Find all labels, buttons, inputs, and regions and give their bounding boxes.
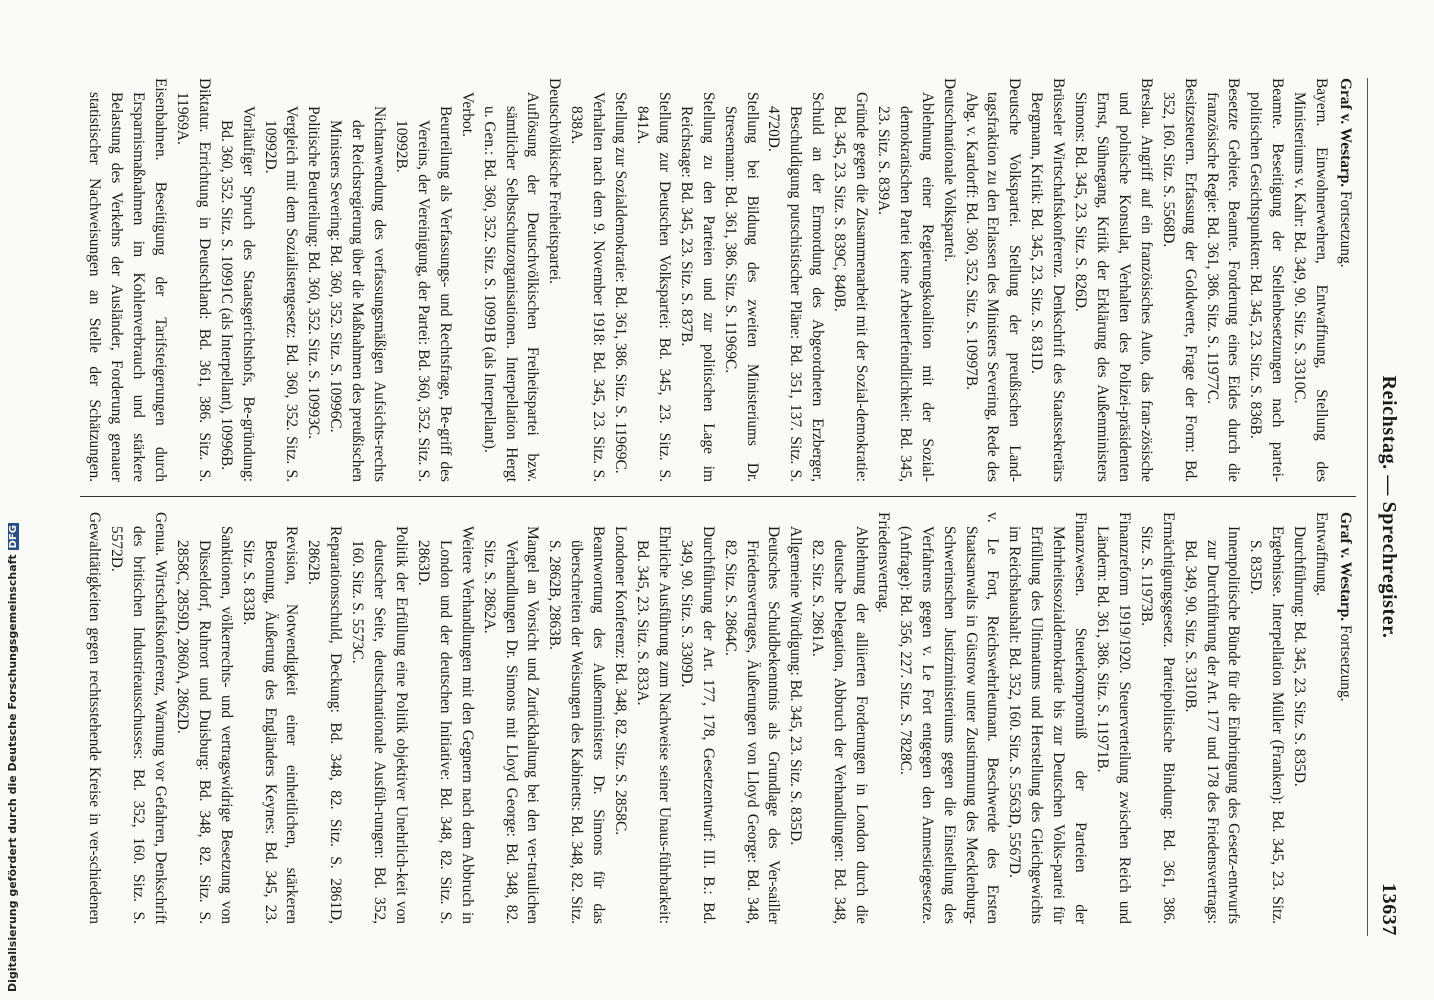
index-entry: Deutsches Schuldbekenntnis als Grundlage des Ver-sailler Friedensvertrages, Äußerungen von Lloyd George: Bd. 348, 82. Sitz. S. 2864C. xyxy=(721,526,783,924)
index-entry: Ablehnung der alliierten Forderungen in London durch die deutsche Delegation, Abbruch der Verhandlungen: Bd. 348, 82. Sitz. S. 2861A. xyxy=(809,526,871,924)
heading-name: Graf v. Westarp. xyxy=(1337,512,1354,622)
column-heading xyxy=(1334,78,1356,482)
digitization-credit xyxy=(4,0,20,1000)
index-entry: Deutschvölkische Freiheitspartei. xyxy=(546,78,564,285)
right-entry-list xyxy=(80,512,1332,924)
index-entry: Revision, Notwendigkeit einer einheitlichen, stärkeren Betonung, Äußerung des Engländers Keynes: Bd. 345, 23. Sitz. S. 833B. xyxy=(239,526,301,924)
index-entry: Ehrliche Ausführung zum Nachweise seiner Unaus-führbarkeit: Bd. 345, 23. Sitz. S. 833A. xyxy=(634,526,673,924)
index-entry: Durchführung: Bd. 345, 23. Sitz. S. 835D. xyxy=(1291,526,1309,787)
index-entry: Besitzsteuern. Erfassung der Goldwerte, Frage der Form: Bd. 352, 160. Sitz. S. 5568D. xyxy=(1159,78,1199,482)
index-entry: Genua. Wirtschaftskonferenz, Warnung vor Gefahren, Denkschrift des britischen Industrieausschusses: Bd. 352, 160. Sitz. S. 5572D. xyxy=(108,512,170,924)
right-column xyxy=(80,512,1356,924)
heading-continuation: Fortsetzung. xyxy=(1337,625,1354,702)
index-entry: Ablehnung einer Regierungskoalition mit der Sozial-demokratischen Partei keine Arbeiterfeindlichkeit: Bd. 345, 23. Sitz. S. 839A. xyxy=(874,92,936,482)
index-entry: Finanzwesen. Steuerkompromiß der Parteien der Mehrheitssozialdemokratie bis zur Deutschen Volks-partei für Erfüllung des Ultimatums und Herstellung des Gleichgewichts im Reichshaushalt: Bd. 352, 160. Sitz. S. 5563D, 5567D. xyxy=(1006,512,1090,924)
index-entry: Gründe gegen die Zusammenarbeit mit der Sozial-demokratie: Bd. 345, 23. Sitz. S. 839C, 840B. xyxy=(831,92,871,482)
index-entry: Gewalttätigkeiten gegen rechtsstehende Kreise in ver-schiedenen xyxy=(86,512,104,924)
index-entry: Reparationsschuld, Deckung: Bd. 348, 82. Sitz. S. 2861D, 2862B. xyxy=(305,526,345,924)
column-heading xyxy=(1334,512,1356,924)
index-entry: Nichtanwendung des verfassungsmäßigen Aufsichts-rechts der Reichsregierung über die Maßnahmen des preußischen Ministers Severing: Bd. 360, 352. Sitz. S. 10996C. xyxy=(327,106,389,482)
index-entry: Schuld an der Ermordung des Abgeordneten Erzberger, Beschuldigung putschistischer Pläne: Bd. 351, 137. Sitz. S. 4720D. xyxy=(765,92,827,482)
index-entry: Sanktionen, völkerrechts- und vertragswidrige Besetzung von Düsseldorf, Ruhrort und Duisburg: Bd. 348, 82. Sitz. S. 2858C, 2859D, 2860A, 2862D. xyxy=(173,526,235,924)
index-entry: Verhalten nach dem 9. November 1918: Bd. 345, 23. Sitz. S. 838A. xyxy=(568,92,608,482)
index-entry: Auflösung der Deutschvölkischen Freiheitspartei bzw. sämtlicher Selbstschutzorganisationen. Interpellation Hergt u. Gen.: Bd. 360, 352. Sitz. S. 10991B (als Interpellant). xyxy=(480,92,542,482)
index-entry: Ergebnisse. Interpellation Müller (Franken): Bd. 345, 23. Sitz. S. 835D. xyxy=(1247,526,1287,924)
left-column xyxy=(80,78,1356,482)
index-entry: Innenpolitische Bünde für die Einbringung des Gesetz-entwurfs zur Durchführung der Art. 177 und 178 des Friedensvertrags: Bd. 349, 90. Sitz. S. 3310B. xyxy=(1181,526,1243,924)
index-entry: Diktatur. Errichtung in Deutschland: Bd. 361, 386. Sitz. S. 11969A. xyxy=(173,78,213,482)
index-entry: Stellung zu den Parteien und zur politischen Lage im Reichstage: Bd. 345, 23. Sitz. S. 837B. xyxy=(677,92,717,482)
running-title: Reichstag. — Sprechregister. xyxy=(1378,375,1400,639)
credit-text: Digitalisierung gefördert durch die Deutsche Forschungsgemeinschaft xyxy=(6,554,19,992)
index-entry: Beamte. Beseitigung der Stellenbesetzungen nach partei-politischen Gesichtspunkten: Bd. 345, 23. Sitz. S. 836B. xyxy=(1247,78,1287,482)
index-entry: Ermächtigungsgesetz. Parteipolitische Bindung: Bd. 361, 386. Sitz. S. 11973B. xyxy=(1137,512,1177,924)
heading-continuation: Fortsetzung. xyxy=(1337,191,1354,268)
index-entry: Breslau. Angriff auf ein französisches Auto, das fran-zösische und polnische Konsulat, Verhalten des Polizei-präsidenten Ernst, Sühnegang, Kritik der Erklärung des Außenministers Simons: Bd. 345, 23. Sitz. S. 826D. xyxy=(1072,78,1155,482)
heading-name: Graf v. Westarp. xyxy=(1337,78,1354,188)
running-header xyxy=(1374,78,1400,936)
index-entry: Mangel an Vorsicht und Zurückhaltung bei den ver-traulichen Verhandlungen Dr. Simons mit Lloyd George: Bd. 348, 82. Sitz. S. 2862A. xyxy=(480,526,542,924)
column-divider xyxy=(80,496,1356,497)
left-entry-list xyxy=(80,78,1332,482)
index-entry: Beurteilung als Verfassungs- und Rechtsfrage, Be-griff des Vereins, der Vereinigung, der Partei: Bd. 360, 352. Sitz. S. 10992B. xyxy=(393,106,454,482)
index-entry: Stellung bei Bildung des zweiten Ministeriums Dr. Stresemann: Bd. 361, 386. Sitz. S. 11969C. xyxy=(721,92,761,482)
index-entry: Brüsseler Wirtschaftskonferenz. Denkschrift des Staatssekretärs Bergmann, Kritik: Bd. 345, 23. Sitz. S. 831D. xyxy=(1028,78,1068,482)
index-entry: Stellung zur Deutschen Volkspartei: Bd. 345, 23. Sitz. S. 841A. xyxy=(634,92,673,482)
index-entry: Politik der Erfüllung eine Politik objektiver Unehrlich-keit von deutscher Seite, deutschnationale Ausfüh-rungen: Bd. 352, 160. Sitz. S. 5573C. xyxy=(349,526,411,924)
index-entry: Finanzreform 1919/1920. Steuerverteilung zwischen Reich und Ländern: Bd. 361, 386. Sitz. S. 11971B. xyxy=(1094,512,1133,924)
index-entry: Beantwortung des Außenministers Dr. Simons für das überschreiten der Weisungen des Kabinetts: Bd. 348, 82. Sitz. S. 2862B, 2863B. xyxy=(546,526,608,924)
header-rule xyxy=(1367,78,1368,936)
index-entry: Deutsche Volkspartei. Stellung der preußischen Land-tagsfraktion zu den Erlassen des Ministers Severing, Rede des Abg. v. Kardorff: Bd. 360, 352. Sitz. S. 10997B. xyxy=(962,78,1024,482)
index-entry: Bayern. Einwohnerwehren, Entwaffnung, Stellung des Ministeriums v. Kahr: Bd. 349, 90. Sitz. S. 3310C. xyxy=(1291,78,1331,482)
index-entry: Vorläufiger Spruch des Staatsgerichtshofs, Be-gründung: Bd. 360, 352. Sitz. S. 10991C (als Interpellant), 10996B. xyxy=(217,106,257,482)
index-entry: Allgemeine Würdigung: Bd. 345, 23. Sitz. S. 835D. xyxy=(787,526,805,846)
page-number: 13637 xyxy=(1378,883,1400,936)
index-entry: Vergleich mit dem Sozialistengesetz: Bd. 360, 352. Sitz. S. 10992D. xyxy=(261,106,301,482)
index-entry: Friedensvertrag. xyxy=(874,512,892,613)
index-entry: v. Le Fort, Reichswehrleutnant. Beschwerde des Ersten Staatsanwalts in Güstrow unter Zustimmung des Mecklenburg-Schwerinschen Justizministeriums gegen die Einstellung des Verfahrens gegen v. Le Fort entgegen den Amnestiegesetze. (Anfrage): Bd. 356, 227. Sitz. S. 7828C. xyxy=(896,512,1002,924)
index-entry: Deutschnationale Volkspartei. xyxy=(940,78,958,263)
index-entry: Stellung zur Sozialdemokratie: Bd. 361, 386. Sitz. S. 11969C. xyxy=(612,92,630,474)
index-entry: Durchführung der Art. 177, 178, Gesetzentwurf: III. B.: Bd. 349, 90. Sitz. S. 3309D. xyxy=(677,526,717,924)
index-entry: Entwaffnung. xyxy=(1313,512,1331,596)
index-entry: Eisenbahnen. Beseitigung der Tarifsteigerungen durch Ersparnismaßnahmen im Kohlenverbrauch und stärkere Belastung des Verkehrs der Ausländer, Forderung genauer statistischer Nachweisungen an Stelle der Schätzungen. xyxy=(86,78,170,482)
index-entry: Politische Beurteilung: Bd. 360, 352. Sitz. S. 10993C. xyxy=(305,106,323,440)
index-entry: Verbot. xyxy=(458,92,476,137)
dfg-logo: DFG xyxy=(8,524,19,549)
index-entry: Londoner Konferenz: Bd. 348, 82. Sitz. S. 2858C. xyxy=(612,526,630,836)
index-entry: Besetzte Gebiete. Beamte. Forderung eines Eides durch die französische Regie: Bd. 361, 386. Sitz. S. 11977C. xyxy=(1203,78,1243,482)
index-entry: Weitere Verhandlungen mit den Gegnern nach dem Abbruch in London und der deutschen Initiative: Bd. 348, 82. Sitz. S. 2863D. xyxy=(414,526,476,924)
